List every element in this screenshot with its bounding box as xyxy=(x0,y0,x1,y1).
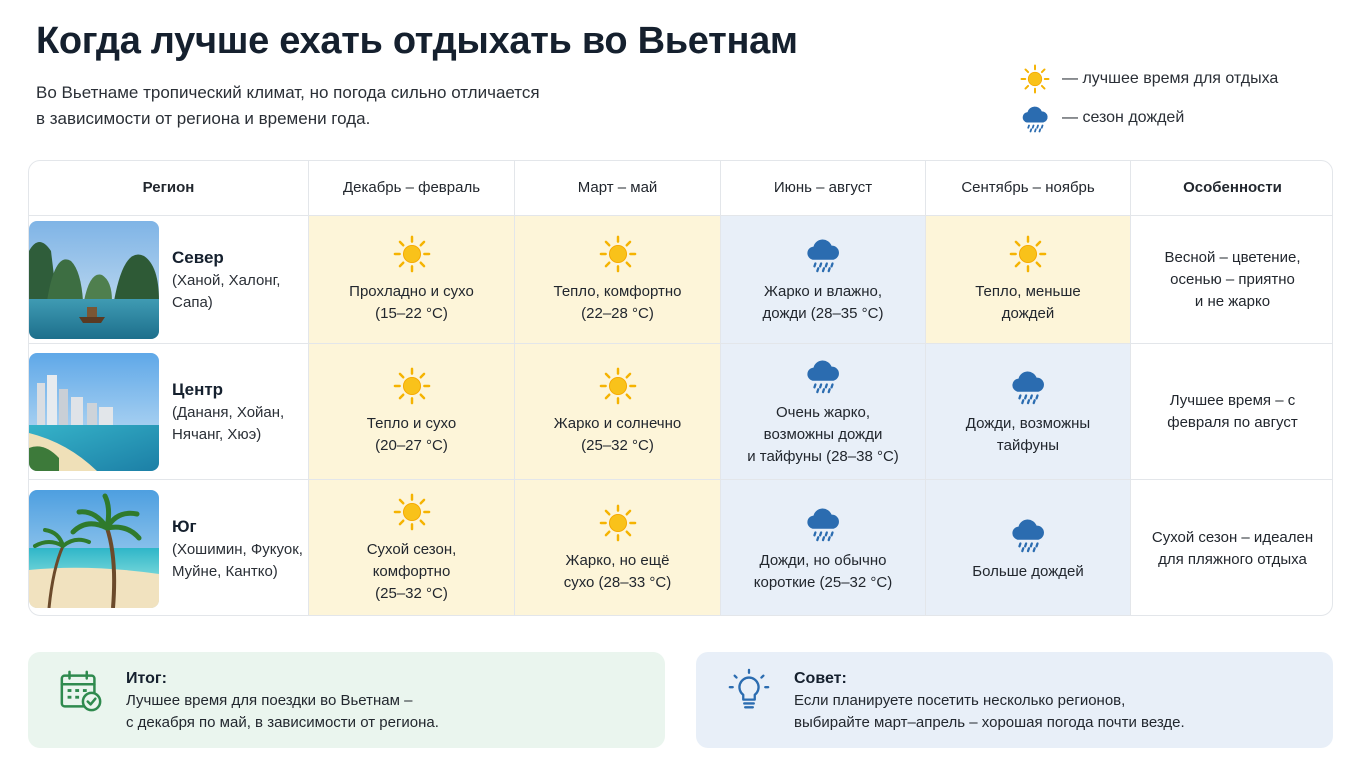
subtitle-line: в зависимости от региона и времени года. xyxy=(36,109,371,128)
table-header-row xyxy=(29,161,1333,216)
city-beach-photo xyxy=(29,353,159,471)
season-text: дождей xyxy=(1001,304,1055,322)
header-mar-may: Март – май xyxy=(514,161,720,215)
sun-icon xyxy=(599,367,637,405)
sun-icon xyxy=(393,367,431,405)
season-text: сухо (28–33 °C) xyxy=(563,573,672,591)
region-cell xyxy=(29,344,308,479)
features-text: февраля по август xyxy=(1167,413,1298,431)
sun-icon xyxy=(1020,64,1050,94)
legend-label: — сезон дождей xyxy=(1062,109,1185,126)
season-cell xyxy=(925,216,1130,343)
legend-label: — лучшее время для отдыха xyxy=(1062,70,1279,87)
summary-heading: Итог: xyxy=(126,670,167,687)
season-text: Жарко и солнечно xyxy=(553,414,682,432)
calendar-check-icon xyxy=(58,668,104,714)
season-text: Тепло и сухо xyxy=(366,414,457,432)
season-cell xyxy=(925,344,1130,479)
summary-box xyxy=(28,652,665,748)
page-title: Когда лучше ехать отдыхать во Вьетнам xyxy=(36,20,798,62)
tip-heading: Совет: xyxy=(794,670,847,687)
region-name: Центр xyxy=(172,379,224,399)
lightbulb-icon xyxy=(726,668,772,714)
rain-cloud-icon xyxy=(1020,103,1050,133)
cities-line: Сапа) xyxy=(172,293,213,311)
season-text: Тепло, комфортно xyxy=(553,282,682,300)
region-name: Юг xyxy=(172,516,197,536)
season-text: Очень жарко, xyxy=(775,403,871,421)
season-text: комфортно xyxy=(372,562,451,580)
sun-icon xyxy=(599,504,637,542)
season-text: (25–32 °C) xyxy=(375,584,448,602)
sun-icon xyxy=(599,235,637,273)
summary-text xyxy=(126,690,439,734)
features-text: для пляжного отдыха xyxy=(1158,550,1307,568)
season-text: Дожди, возможны xyxy=(965,414,1091,432)
cities-line: (Дананя, Хойан, xyxy=(172,403,285,421)
region-cities xyxy=(172,539,303,583)
season-text: Больше дождей xyxy=(972,562,1084,580)
cities-line: Нячанг, Хюэ) xyxy=(172,425,262,443)
cities-line: (Ханой, Халонг, xyxy=(172,271,281,289)
header-dec-feb: Декабрь – февраль xyxy=(308,161,514,215)
sun-icon xyxy=(1009,235,1047,273)
region-name: Север xyxy=(172,247,224,267)
season-cell xyxy=(514,480,720,616)
legend-item-best-time xyxy=(1020,64,1340,94)
climate-table xyxy=(28,160,1333,616)
legend-item-rain-season xyxy=(1020,103,1340,133)
tip-box xyxy=(696,652,1333,748)
region-cell xyxy=(29,480,308,616)
season-text: возможны дожди xyxy=(763,425,883,443)
halong-bay-photo xyxy=(29,221,159,339)
features-cell xyxy=(1130,216,1333,343)
season-cell xyxy=(925,480,1130,616)
season-cell xyxy=(514,344,720,479)
season-cell xyxy=(308,480,514,616)
season-text: Жарко, но ещё xyxy=(565,551,670,569)
season-cell xyxy=(720,480,925,616)
season-cell xyxy=(720,216,925,343)
season-text: (22–28 °C) xyxy=(581,304,654,322)
region-cities xyxy=(172,270,280,314)
sun-icon xyxy=(393,235,431,273)
rain-cloud-icon xyxy=(804,356,842,394)
table-row-north xyxy=(29,216,1333,344)
season-cell xyxy=(720,344,925,479)
season-cell xyxy=(308,344,514,479)
region-cities xyxy=(172,402,284,446)
season-cell xyxy=(514,216,720,343)
rain-cloud-icon xyxy=(804,504,842,542)
features-text: Весной – цветение, xyxy=(1164,248,1301,266)
season-text: и тайфуны (28–38 °C) xyxy=(747,447,899,465)
season-text: тайфуны xyxy=(996,436,1060,454)
features-cell xyxy=(1130,480,1333,616)
table-row-center xyxy=(29,344,1333,480)
tip-line: выбирайте март–апрель – хорошая погода почти везде. xyxy=(794,714,1185,731)
season-text: Дожди, но обычно xyxy=(759,551,887,569)
rain-cloud-icon xyxy=(804,235,842,273)
legend xyxy=(1020,64,1340,142)
season-text: (25–32 °C) xyxy=(581,436,654,454)
features-text: Лучшее время – с xyxy=(1169,391,1296,409)
table-row-south xyxy=(29,480,1333,616)
features-text: осенью – приятно xyxy=(1170,270,1295,288)
palm-beach-photo xyxy=(29,490,159,608)
header-sep-nov: Сентябрь – ноябрь xyxy=(925,161,1130,215)
region-cell xyxy=(29,216,308,343)
season-text: Прохладно и сухо xyxy=(349,282,474,300)
tip-line: Если планируете посетить несколько регионов, xyxy=(794,692,1126,709)
cities-line: Муйне, Кантко) xyxy=(172,562,278,580)
tip-text xyxy=(794,690,1185,734)
season-cell xyxy=(308,216,514,343)
features-cell xyxy=(1130,344,1333,479)
subtitle-line: Во Вьетнаме тропический климат, но погода сильно отличается xyxy=(36,83,540,102)
sun-icon xyxy=(393,493,431,531)
rain-cloud-icon xyxy=(1009,367,1047,405)
season-text: короткие (25–32 °C) xyxy=(753,573,893,591)
features-text: Сухой сезон – идеален xyxy=(1151,528,1314,546)
season-text: (20–27 °C) xyxy=(375,436,448,454)
season-text: Жарко и влажно, xyxy=(763,282,883,300)
summary-line: с декабря по май, в зависимости от региона. xyxy=(126,714,439,731)
season-text: (15–22 °C) xyxy=(375,304,448,322)
rain-cloud-icon xyxy=(1009,515,1047,553)
summary-line: Лучшее время для поездки во Вьетнам – xyxy=(126,692,413,709)
page-subtitle xyxy=(36,80,676,132)
header-features: Особенности xyxy=(1130,161,1333,215)
cities-line: (Хошимин, Фукуок, xyxy=(172,540,303,558)
season-text: Сухой сезон, xyxy=(366,540,457,558)
season-text: дожди (28–35 °C) xyxy=(762,304,884,322)
features-text: и не жарко xyxy=(1194,292,1271,310)
season-text: Тепло, меньше xyxy=(975,282,1081,300)
header-region: Регион xyxy=(142,179,195,196)
header-jun-aug: Июнь – август xyxy=(720,161,925,215)
